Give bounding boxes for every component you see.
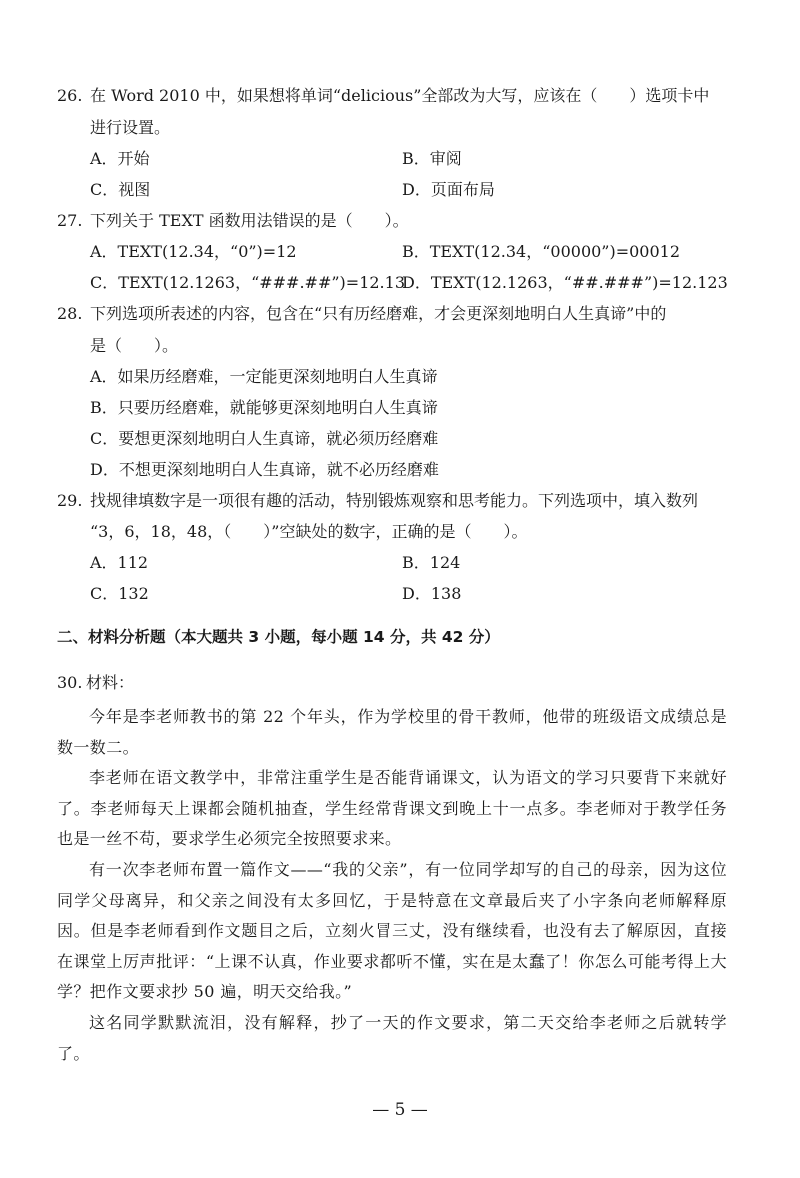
question-29-option-b: B．124 — [402, 553, 461, 572]
question-26-option-a: A．开始 — [90, 149, 150, 168]
material-paragraph-1: 今年是李老师教书的第 22 个年头，作为学校里的骨干教师，他带的班级语文成绩总是数一数二。 — [57, 707, 727, 757]
material-paragraph-4: 这名同学默默流泪，没有解释，抄了一天的作文要求，第二天交给李老师之后就转学了。 — [57, 1013, 727, 1063]
question-27-stem-line1: 下列关于 TEXT 函数用法错误的是（ ）。 — [90, 211, 409, 230]
question-26-option-d: D．页面布局 — [402, 180, 495, 199]
question-28-option-b: B．只要历经磨难，就能够更深刻地明白人生真谛 — [90, 398, 438, 417]
question-28-stem-line1: 下列选项所表述的内容，包含在“只有历经磨难，才会更深刻地明白人生真谛”中的 — [90, 304, 667, 323]
page-number: — 5 — — [372, 1100, 428, 1120]
question-29-option-a: A．112 — [90, 553, 149, 572]
question-26-stem-line2: 进行设置。 — [90, 118, 171, 137]
question-26-number: 26. — [57, 86, 83, 105]
question-30-label: 材料： — [86, 673, 135, 692]
question-28-option-c: C．要想更深刻地明白人生真谛，就必须历经磨难 — [90, 429, 439, 448]
section-2-heading: 二、材料分析题（本大题共 3 小题，每小题 14 分，共 42 分） — [57, 628, 500, 646]
question-29-stem-line1: 找规律填数字是一项很有趣的活动，特别锻炼观察和思考能力。下列选项中，填入数列 — [90, 491, 699, 510]
question-28-number: 28. — [57, 304, 83, 323]
question-28-option-d: D．不想更深刻地明白人生真谛，就不必历经磨难 — [90, 460, 439, 479]
question-29-option-d: D．138 — [402, 584, 462, 603]
question-29-stem-line2: “3，6，18，48，（ ）”空缺处的数字，正确的是（ ）。 — [90, 522, 528, 541]
question-27-option-d: D．TEXT(12.1263，“##.###”)=12.123 — [402, 273, 728, 292]
material-paragraph-3: 有一次李老师布置一篇作文——“我的父亲”，有一位同学却写的自己的母亲，因为这位同学父母离异，和父亲之间没有太多回忆，于是特意在文章最后夹了小字条向老师解释原因。但是李老师看到作文题目之后，立刻火冒三丈，没有继续看，也没有去了解原因，直接在课堂上厉声批评：“上课不认真，作业要求都听不懂，实在是太蠢了！你怎么可能考得上大学？把作文要求抄 50 遍，明天交给我。” — [57, 860, 727, 1001]
question-28-stem-line2: 是（ ）。 — [90, 336, 179, 355]
question-26-option-c: C．视图 — [90, 180, 151, 199]
question-27-option-c: C．TEXT(12.1263，“###.##”)=12.13 — [90, 273, 405, 292]
question-30-number: 30. — [57, 673, 83, 692]
question-29-number: 29. — [57, 491, 83, 510]
question-29-option-c: C．132 — [90, 584, 149, 603]
question-26-stem-line1: 在 Word 2010 中，如果想将单词“delicious”全部改为大写，应该在（ ）选项卡中 — [90, 86, 710, 105]
question-27-option-b: B．TEXT(12.34，“00000”)=00012 — [402, 242, 681, 261]
question-26-option-b: B．审阅 — [402, 149, 462, 168]
question-28-option-a: A．如果历经磨难，一定能更深刻地明白人生真谛 — [90, 367, 438, 386]
question-27-option-a: A．TEXT(12.34，“0”)=12 — [90, 242, 297, 261]
material-paragraph-2: 李老师在语文教学中，非常注重学生是否能背诵课文，认为语文的学习只要背下来就好了。李老师每天上课都会随机抽查，学生经常背课文到晚上十一点多。李老师对于教学任务也是一丝不苟，要求学生必须完全按照要求来。 — [57, 768, 727, 848]
question-27-number: 27. — [57, 211, 83, 230]
